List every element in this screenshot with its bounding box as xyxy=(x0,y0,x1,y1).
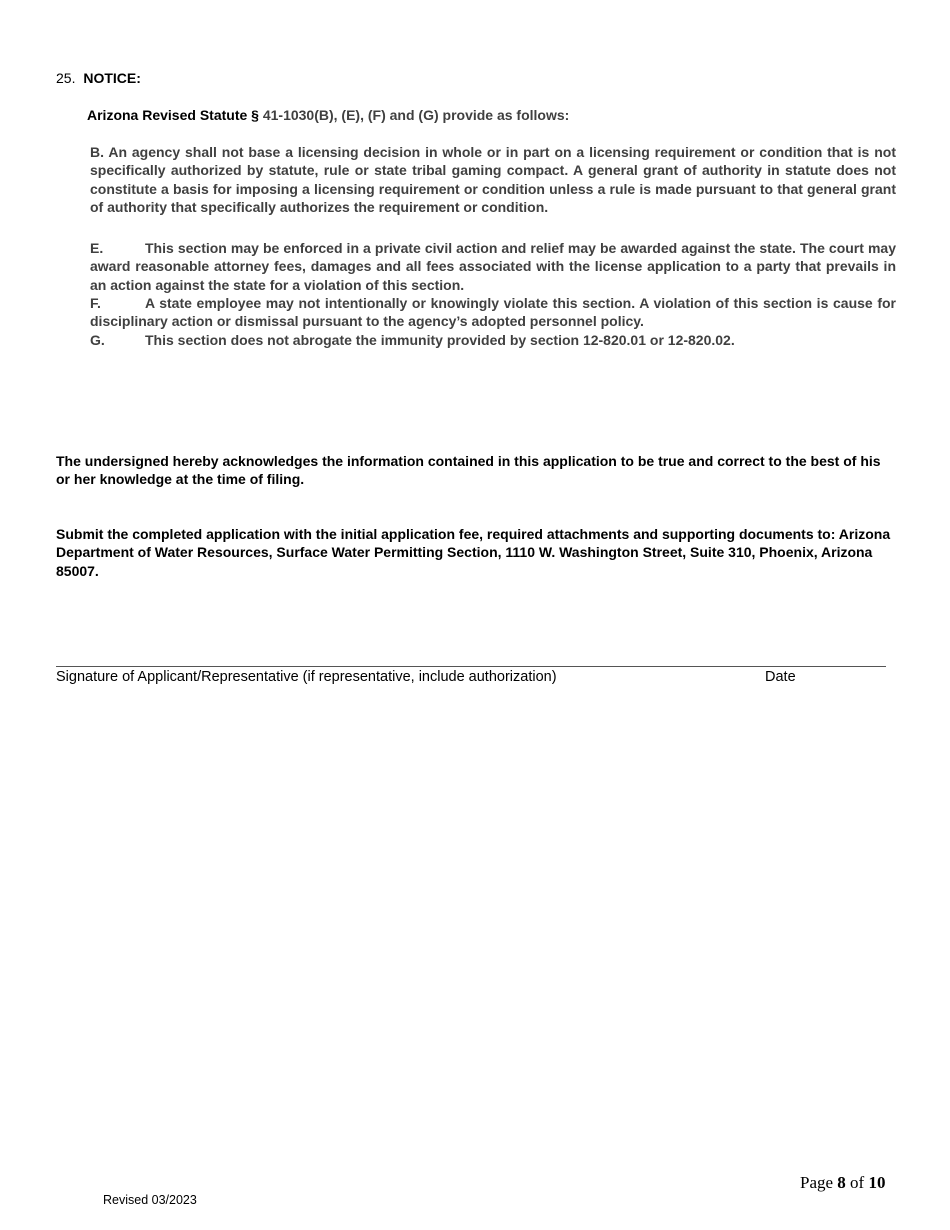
section-f-letter: F. xyxy=(90,295,101,311)
section-g-letter: G. xyxy=(90,332,105,348)
statute-prefix: Arizona Revised Statute § xyxy=(87,107,259,123)
notice-heading xyxy=(56,70,141,87)
section-e-letter: E. xyxy=(90,240,104,256)
notice-number: 25. xyxy=(56,70,76,86)
section-f-paragraph xyxy=(90,294,896,331)
date-label: Date xyxy=(765,669,796,685)
section-f-text: A state employee may not intentionally or knowingly violate this section. A violation of this section is cause for disciplinary action or dismissal pursuant to the agency’s adopted personnel policy. xyxy=(90,295,896,330)
revision-date: Revised 03/2023 xyxy=(103,1193,197,1207)
section-g-text: This section does not abrogate the immunity provided by section 12-820.01 or 12-820.02. xyxy=(145,332,735,348)
page-total: 10 xyxy=(868,1173,886,1192)
page-of-word: of xyxy=(850,1173,865,1192)
statute-reference: 41-1030(B), (E), (F) and (G) provide as follows: xyxy=(262,107,570,123)
signature-line[interactable] xyxy=(56,666,886,667)
section-e-paragraph xyxy=(90,239,896,294)
statute-heading xyxy=(87,107,569,124)
acknowledgement-statement: The undersigned hereby acknowledges the information contained in this application to be true and correct to the best of his or her knowledge at the time of filing. xyxy=(56,453,881,488)
page-word: Page xyxy=(800,1173,834,1192)
section-e-text: This section may be enforced in a private civil action and relief may be awarded against the state. The court may award reasonable attorney fees, damages and all fees associated with the license application to a party that prevails in an action against the state for a violation of this section. xyxy=(90,240,896,293)
page-number xyxy=(800,1172,885,1194)
signature-label: Signature of Applicant/Representative (if representative, include authorization) xyxy=(56,669,557,685)
notice-title: NOTICE: xyxy=(83,70,141,86)
submission-instructions: Submit the completed application with the initial application fee, required attachments and supporting documents to: Arizona Department of Water Resources, Surface Water Permitting Section, 1110 W. Washington Street, Suite 310, Phoenix, Arizona 85007. xyxy=(56,526,891,579)
section-b-paragraph: B. An agency shall not base a licensing decision in whole or in part on a licensing requirement or condition that is not specifically authorized by statute, rule or state tribal gaming compact. A general grant of authority in statute does not constitute a basis for imposing a licensing requirement or condition unless a rule is made pursuant to that general grant of authority that specifically authorizes the requirement or condition. xyxy=(90,144,896,216)
page-current: 8 xyxy=(837,1173,846,1192)
section-g-paragraph xyxy=(90,331,896,349)
